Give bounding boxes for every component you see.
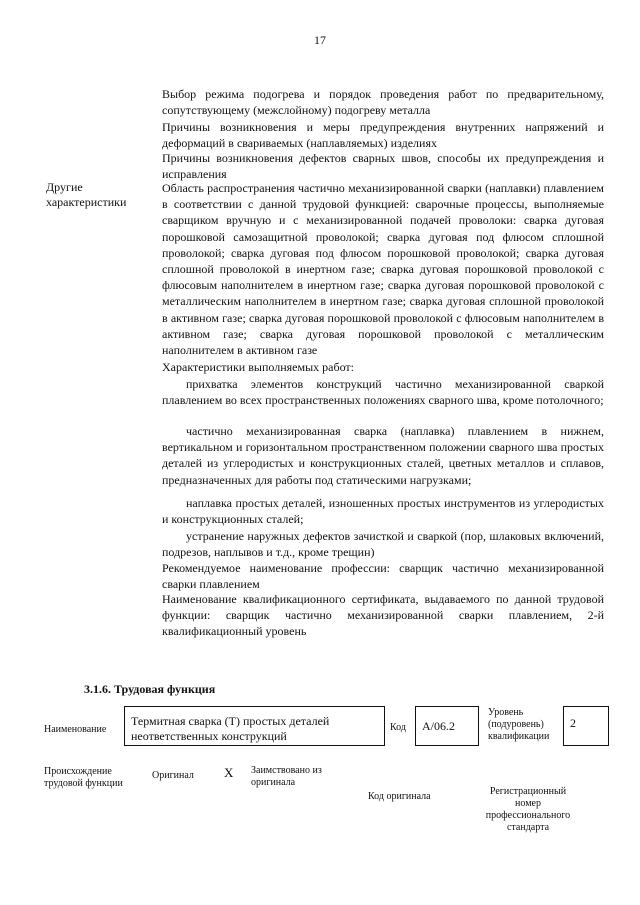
other-characteristics-label: Другие характеристики [46, 180, 127, 209]
level-value: 2 [570, 716, 576, 730]
defect-causes-text: Причины возникновения дефектов сварных швов, способы их предупреждения и исправления [162, 151, 604, 182]
original-mark: X [224, 765, 234, 780]
name-label: Наименование [44, 724, 107, 735]
section-title: 3.1.6. Трудовая функция [84, 682, 216, 696]
original-label: Оригинал [152, 770, 194, 781]
work-item-1: прихватка элементов конструкций частично механизированной сваркой плавлением во всех пространственных положениях сварного шва, кроме потолочного; [162, 377, 604, 408]
function-name-value: Термитная сварка (Т) простых деталей неответственных конструкций [131, 714, 330, 743]
level-label: Уровень (подуровень) квалификации [488, 707, 550, 742]
level-box [563, 706, 609, 746]
stress-causes-text: Причины возникновения и меры предупреждения внутренних напряжений и деформаций в свариваемых (наплавляемых) изделиях [162, 120, 604, 151]
works-title: Характеристики выполняемых работ: [162, 360, 354, 374]
work-item-4: устранение наружных дефектов зачисткой и сваркой (пор, шлаковых включений, подрезов, наплывов и т.д., кроме трещин) [162, 529, 604, 560]
profession-text: Рекомендуемое наименование профессии: сварщик частично механизированной сварки плавлением [162, 561, 604, 592]
code-original-label: Код оригинала [368, 791, 431, 802]
code-value: А/06.2 [422, 719, 455, 733]
work-item-3: наплавка простых деталей, изношенных простых инструментов из углеродистых и конструкционных сталей; [162, 496, 604, 527]
code-label: Код [390, 722, 406, 733]
certificate-text: Наименование квалификационного сертификата, выдаваемого по данной трудовой функции: сварщик частично механизированной сварки плавлением, 2-й квалификационный уровень [162, 592, 604, 639]
work-item-2: частично механизированная сварка (наплавка) плавлением в нижнем, вертикальном и горизонтальном пространственном положении сварного шва простых деталей из углеродистых и конструкционных сталей, цветных металлов и сплавов, предназначенных для работы под статическими нагрузками; [162, 424, 604, 487]
page-number: 17 [314, 33, 326, 47]
scope-text: Область распространения частично механизированной сварки (наплавки) плавлением в соответствии с данной трудовой функцией: сварочные процессы, выполняемые сварщиком вручную и с механизированной подачей проволоки: сварка дуговая порошковой самозащитной проволокой; сварка дуговая под флюсом сплошной проволокой; сварка дуговая под флюсом порошковой проволокой; сварка дуговая сплошной проволокой в инертном газе; сварка дуговая порошковой проволокой с флюсовым наполнителем в инертном газе; сварка дуговая порошковой проволокой с металлическим наполнителем в инертном газе; сварка дуговая сплошной проволокой в активном газе; сварка дуговая порошковой проволокой с флюсовым наполнителем в активном газе; сварка дуговая порошковой проволокой с металлическим наполнителем в активном газе [162, 181, 604, 358]
origin-label: Происхождение трудовой функции [44, 766, 123, 789]
reg-number-label: Регистрационный номер профессионального стандарта [485, 786, 571, 833]
code-box [415, 706, 479, 746]
heating-mode-text: Выбор режима подогрева и порядок проведения работ по предварительному, сопутствующему (межслойному) подогреву металла [162, 87, 604, 118]
function-name-box [124, 706, 385, 746]
borrowed-label: Заимствовано из оригинала [251, 765, 322, 788]
